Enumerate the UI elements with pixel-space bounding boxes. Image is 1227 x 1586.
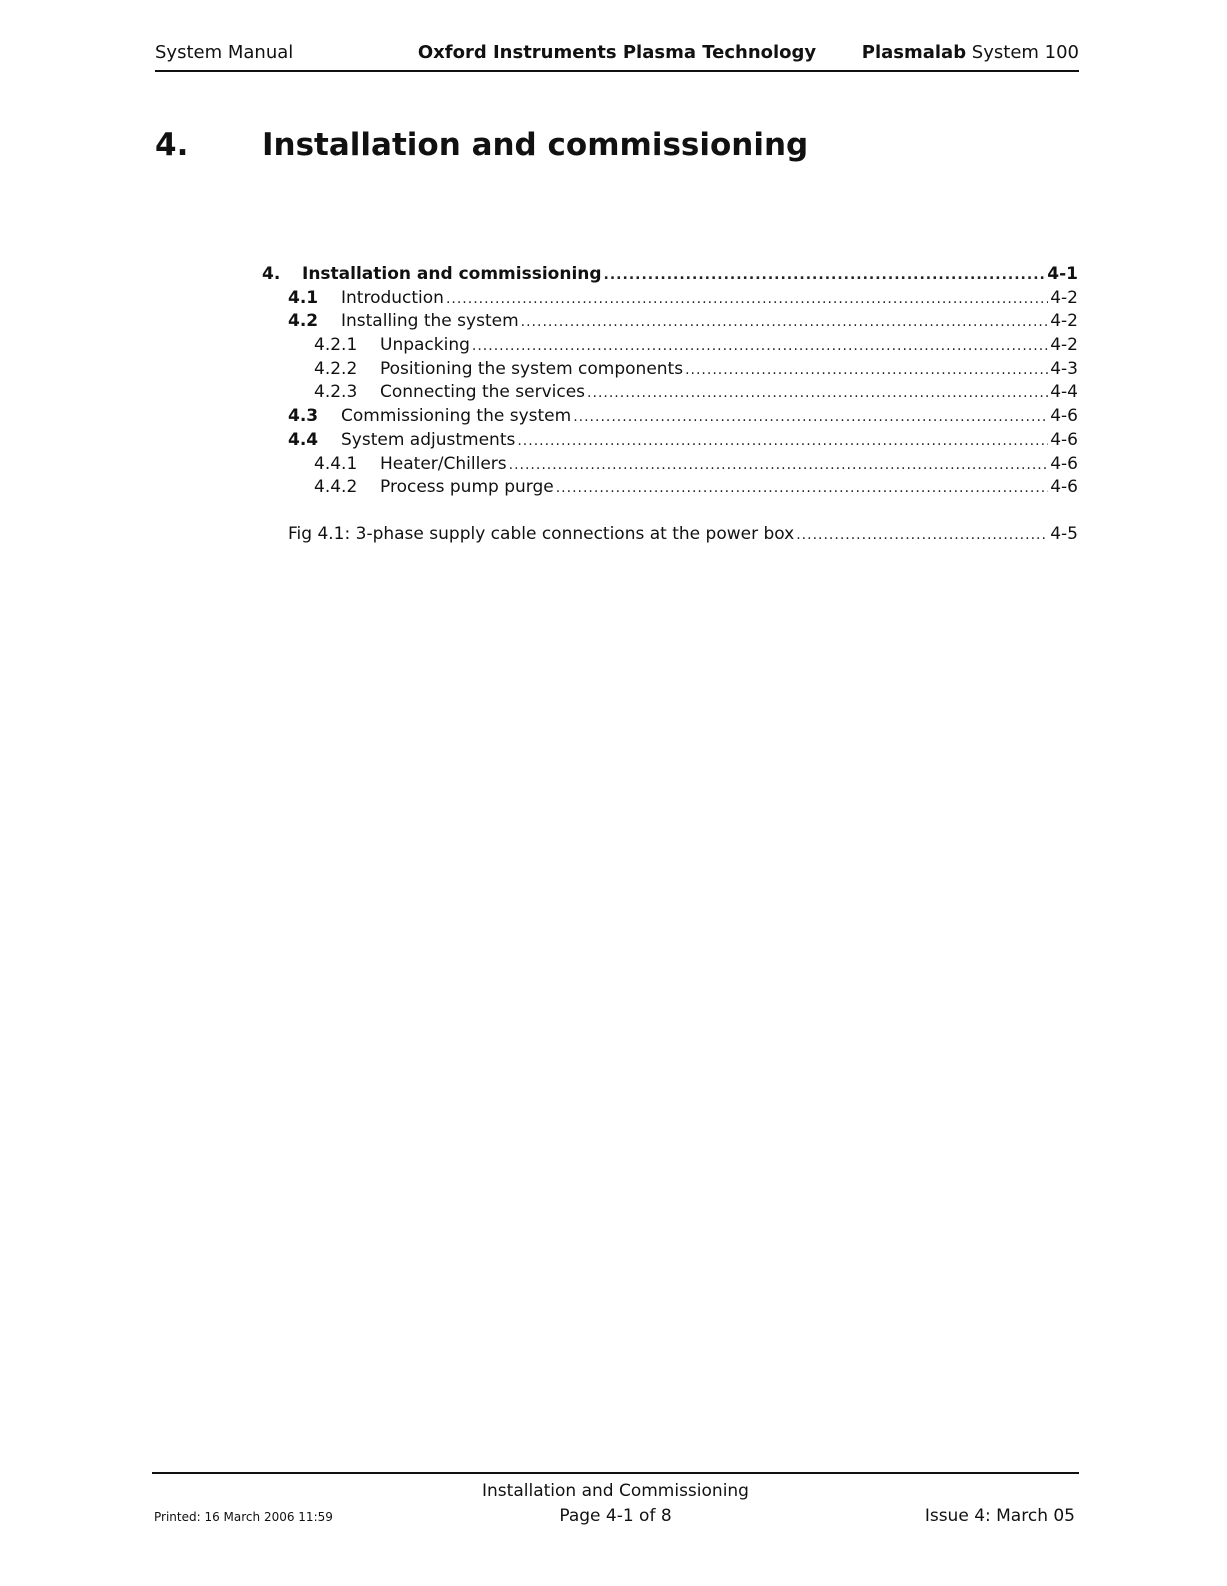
toc-dot-leader — [509, 457, 1049, 473]
chapter-title: Installation and commissioning — [262, 127, 809, 163]
toc-entry-page: 4-6 — [1050, 406, 1078, 427]
toc-entry-title: Process pump purge — [380, 477, 554, 498]
toc-entry-main[interactable] — [262, 264, 1078, 288]
toc-entry-title: System adjustments — [341, 429, 516, 450]
toc-entry[interactable] — [262, 477, 1078, 501]
toc-dot-leader — [517, 433, 1048, 449]
header-left: System Manual — [155, 42, 294, 63]
toc-entry-number: 4.4 — [288, 429, 319, 450]
toc-dot-leader — [472, 338, 1048, 354]
page-footer — [152, 1472, 1079, 1534]
header-center: Oxford Instruments Plasma Technology — [417, 42, 817, 63]
toc-entry[interactable] — [262, 454, 1078, 478]
toc-entry-number: 4. — [262, 264, 281, 284]
chapter-number: 4. — [155, 127, 189, 163]
toc-figure-title: Fig 4.1: 3-phase supply cable connections at the power box — [288, 523, 795, 544]
toc-dot-leader — [573, 409, 1048, 425]
toc-entry-title: Heater/Chillers — [380, 453, 507, 474]
toc-entry-title: Connecting the services — [380, 382, 586, 403]
toc-dot-leader — [796, 527, 1048, 543]
toc-entry-title: Installation and commissioning — [302, 264, 602, 284]
toc-entry-page: 4-2 — [1050, 311, 1078, 332]
toc-figure-entry[interactable] — [262, 524, 1078, 548]
toc-entry-number: 4.2.3 — [314, 382, 358, 403]
toc-entry-title: Introduction — [341, 287, 444, 308]
toc-entry[interactable] — [262, 288, 1078, 312]
toc-entry-page: 4-2 — [1050, 335, 1078, 356]
toc-entry[interactable] — [262, 311, 1078, 335]
toc-dot-leader — [604, 267, 1046, 283]
footer-issue: Issue 4: March 05 — [924, 1506, 1075, 1526]
toc-entry-page: 4-4 — [1050, 382, 1078, 403]
toc-figure-page: 4-5 — [1050, 523, 1078, 544]
table-of-contents — [262, 264, 1078, 548]
toc-entry-title: Installing the system — [341, 311, 519, 332]
footer-printed-date: Printed: 16 March 2006 11:59 — [154, 1510, 333, 1524]
toc-dot-leader — [521, 314, 1049, 330]
toc-entry-number: 4.3 — [288, 406, 319, 427]
toc-entry[interactable] — [262, 335, 1078, 359]
toc-entry-number: 4.4.1 — [314, 453, 358, 474]
toc-entry[interactable] — [262, 359, 1078, 383]
toc-entry-page: 4-6 — [1050, 477, 1078, 498]
toc-entry[interactable] — [262, 406, 1078, 430]
footer-section-title: Installation and Commissioning — [482, 1481, 749, 1501]
toc-dot-leader — [685, 362, 1048, 378]
toc-entry-page: 4-6 — [1050, 429, 1078, 450]
toc-entry-number: 4.1 — [288, 287, 319, 308]
toc-entry-title: Commissioning the system — [341, 406, 572, 427]
toc-entry-page: 4-6 — [1050, 453, 1078, 474]
toc-dot-leader — [587, 385, 1048, 401]
toc-entry-number: 4.4.2 — [314, 477, 358, 498]
footer-page-number: Page 4-1 of 8 — [559, 1506, 672, 1526]
toc-dot-leader — [446, 291, 1048, 307]
toc-entry-number: 4.2 — [288, 311, 319, 332]
toc-entry-page: 4-1 — [1047, 264, 1078, 284]
toc-entry[interactable] — [262, 382, 1078, 406]
header-right-bold: Plasmalab — [861, 42, 967, 63]
toc-entry[interactable] — [262, 430, 1078, 454]
toc-dot-leader — [556, 480, 1049, 496]
header-right — [862, 42, 1079, 63]
toc-entry-title: Unpacking — [380, 335, 470, 356]
page-header — [155, 42, 1079, 72]
header-right-rest: System 100 — [966, 42, 1079, 63]
toc-entry-page: 4-2 — [1050, 287, 1078, 308]
toc-entry-number: 4.2.1 — [314, 335, 358, 356]
toc-entry-number: 4.2.2 — [314, 358, 358, 379]
toc-entry-page: 4-3 — [1050, 358, 1078, 379]
toc-entry-title: Positioning the system components — [380, 358, 684, 379]
